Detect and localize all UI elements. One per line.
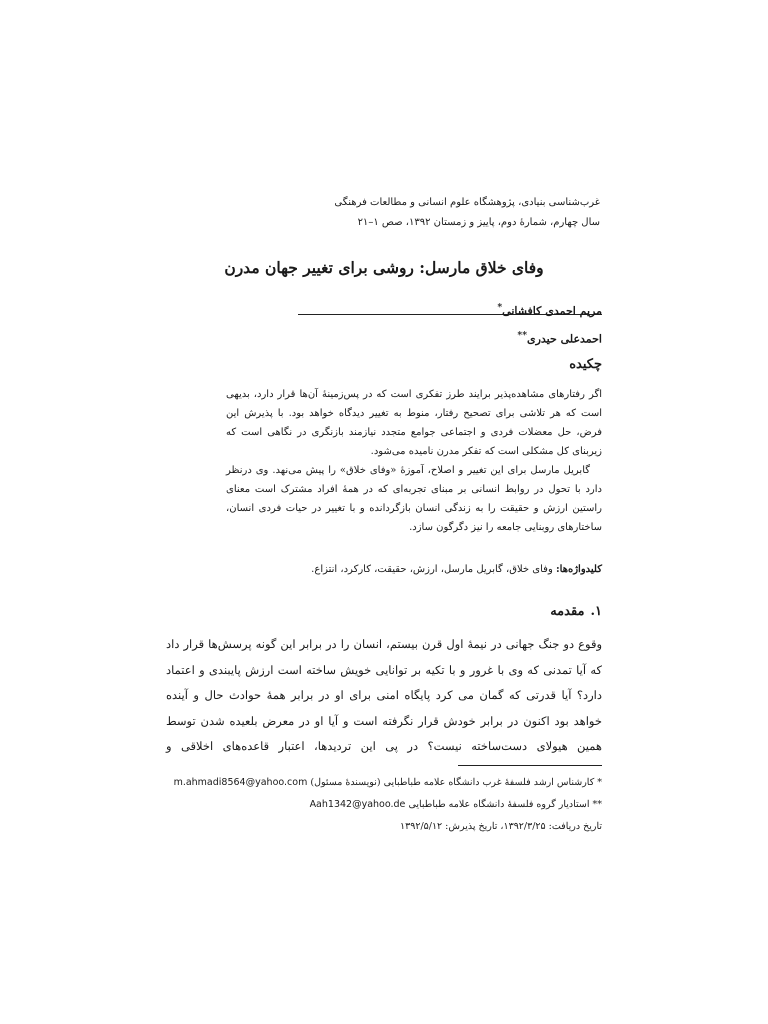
footnote-2: [166, 794, 602, 816]
footnote-2-text: ** استادیار گروه فلسفهٔ دانشگاه علامه طباطبایی: [408, 799, 602, 810]
footnote-dates-text: تاریخ دریافت: ۱۳۹۲/۳/۲۵، تاریخ پذیرش: ۱۳۹۲/۵/۱۲: [400, 821, 602, 832]
journal-header: [180, 193, 600, 233]
keywords: [226, 560, 602, 580]
footnote-1-email[interactable]: m.ahmadi8564@yahoo.com: [173, 777, 308, 788]
journal-name: غرب‌شناسی بنیادی، پژوهشگاه علوم انسانی و مطالعات فرهنگی: [334, 197, 600, 208]
journal-issue: سال چهارم، شمارهٔ دوم، پاییز و زمستان ۱۳۹۲، صص ۱–۲۱: [357, 217, 600, 228]
abstract-paragraph-1: اگر رفتارهای مشاهده‌پذیر برایند طرز تفکری است که در پس‌زمینهٔ آن‌ها قرار دارد، بدیهی است که هر تلاشی برای تصحیح رفتار، منوط به تغییر دیدگاه خواهد بود. با پذیرش این فرض، حل معضلات فردی و اجتماعی جوامع متجدد نیازمند بازنگری در نگاهی است که زیربنای کل مشکلی است که تفکر مدرن نامیده می‌شود.: [226, 389, 602, 457]
author-1: [497, 302, 602, 318]
footnote-dates: [166, 816, 602, 838]
footnote-rule: [458, 765, 602, 766]
section-body: وقوع دو جنگ جهانی در نیمهٔ اول قرن بیستم، انسان را در برابر این گونه پرسش‌ها قرار داد که آیا تمدنی که وی با غرور و با تکیه بر توانایی خویش ساخته است ارزش پایبندی و اعتماد دارد؟ آیا قدرتی که گمان می کرد پایگاه امنی برای او در برابر همهٔ حوادث حال و آینده خواهد بود اکنون در برابر خودش قرار نگرفته است و آیا او در معرض بلعیده شدن توسط همین هیولای دست‌ساخته نیست؟ در پی این تردیدها، اعتبار قاعده‌های اخلاقی و: [166, 637, 602, 753]
abstract-heading: چکیده: [569, 357, 602, 372]
author-2-mark: **: [517, 330, 527, 341]
section-title: مقدمه: [550, 604, 585, 619]
section-number: ۱.: [590, 604, 602, 619]
author-1-name: مریم احمدی کافشانی: [502, 304, 602, 318]
keywords-list: وفای خلاق، گابریل مارسل، ارزش، حقیقت، کارکرد، انتزاع.: [311, 564, 553, 575]
abstract-body: [226, 385, 602, 537]
footnote-1: [166, 772, 602, 794]
footnote-2-email[interactable]: Aah1342@yahoo.de: [309, 799, 406, 810]
keywords-label: کلیدواژه‌ها:: [555, 564, 602, 575]
abstract-paragraph-2: گابریل مارسل برای این تغییر و اصلاح، آموزهٔ «وفای خلاق» را پیش می‌نهد. وی درنظر دارد با تحول در روابط انسانی بر مبنای تجربه‌ای که در همهٔ افراد مشترک است معنای راستین ارزش و حقیقت را به زندگی انسان بازگردانده و با تغییر در حیات فردی انسان، ساختارهای روبنایی جامعه را نیز دگرگون سازد.: [226, 465, 602, 533]
article-title: وفای خلاق مارسل: روشی برای تغییر جهان مدرن: [224, 258, 544, 277]
author-2-name: احمدعلی حیدری: [526, 332, 602, 346]
footnotes: [166, 772, 602, 838]
footnote-1-text: * کارشناس ارشد فلسفهٔ غرب دانشگاه علامه طباطبایی (نویسندهٔ مسئول): [310, 777, 602, 788]
author-1-mark: *: [497, 302, 503, 313]
section-heading: [550, 604, 602, 619]
author-2: [517, 330, 602, 346]
